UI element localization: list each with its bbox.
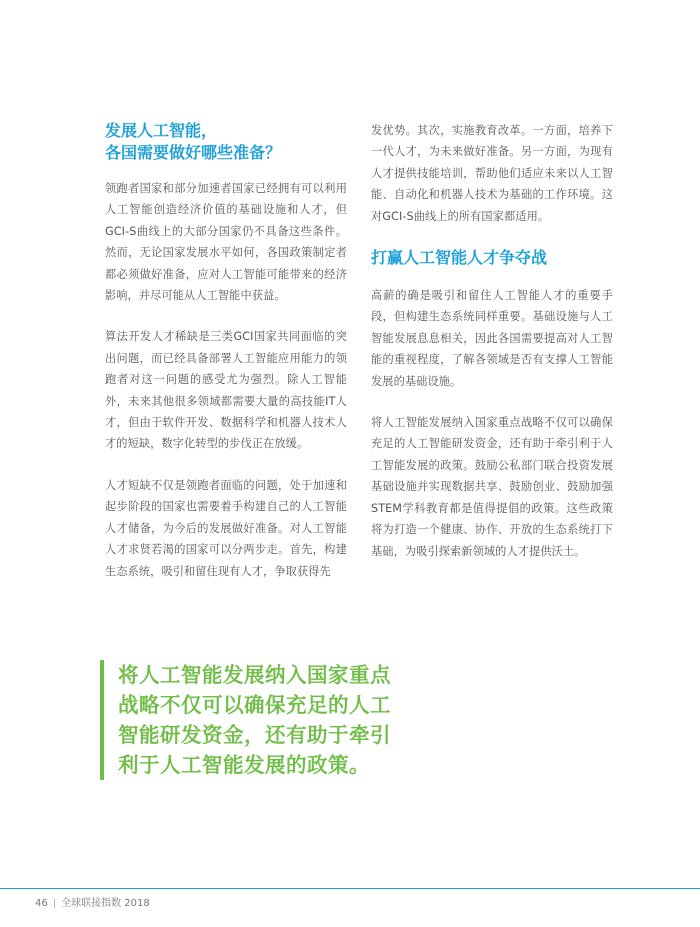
footer-divider [0,888,700,889]
pull-quote-line: 智能研发资金，还有助于牵引 [118,723,391,747]
page-number: 46 [35,898,48,909]
pull-quote-line: 将人工智能发展纳入国家重点 [118,663,391,687]
paragraph: 算法开发人才稀缺是三类GCI国家共同面临的突出问题，而已经具备部署人工智能应用能力的领跑者对这一问题的感受尤为强烈。除人工智能外，未来其他很多领域都需要大量的高技能IT人才，但由于软件开发、数据科学和机器人技术人才的短缺，数字化转型的步伐正在放缓。 [105,330,347,451]
paragraph: 人才短缺不仅是领跑者面临的问题，处于加速和起步阶段的国家也需要着手构建自己的人工智能人才储备，为今后的发展做好准备。对人工智能人才求贤若渴的国家可以分两步走。首先，构建生态系统，吸引和留住现有人才，争取获得先 [105,478,347,578]
paragraph: 领跑者国家和部分加速者国家已经拥有可以利用人工智能创造经济价值的基础设施和人才，但GCI-S曲线上的大部分国家仍不具备这些条件。然而，无论国家发展水平如何，各国政策制定者都必须做好准备，应对人工智能可能带来的经济影响，并尽可能从人工智能中获益。 [105,182,347,303]
right-column [371,120,613,582]
pull-quote-line: 利于人工智能发展的政策。 [118,753,370,777]
left-column [105,120,347,602]
section-heading-talent: 打赢人工智能人才争夺战 [371,248,548,268]
section-heading-prepare [105,120,347,164]
page-footer [35,894,150,909]
paragraph: 将人工智能发展纳入国家重点战略不仅可以确保充足的人工智能研发资金，还有助于牵引利于人工智能发展的政策。鼓励公私部门联合投资发展基础设施并实现数据共享、鼓励创业、鼓励加强STEM学科教育都是值得提倡的政策。这些政策将为打造一个健康、协作、开放的生态系统打下基础，为吸引探索新领域的人才提供沃土。 [371,416,613,558]
pull-quote-line: 战略不仅可以确保充足的人工 [118,693,391,717]
footer-separator: | [52,898,57,909]
pull-quote [100,660,448,780]
paragraph: 高薪的确是吸引和留住人工智能人才的重要手段，但构建生态系统同样重要。基础设施与人工智能发展息息相关，因此各国需要提高对人工智能的重视程度，了解各领域是否有支撑人工智能发展的基础设施。 [371,289,613,388]
publication-title: 全球联接指数 2018 [61,898,150,909]
paragraph-continued: 发优势。其次，实施教育改革。一方面，培养下一代人才，为未来做好准备。另一方面，为现有人才提供技能培训，帮助他们适应未来以人工智能、自动化和机器人技术为基础的工作环境。这对GCI-S曲线上的所有国家都适用。 [371,124,613,223]
heading-line-2: 各国需要做好哪些准备？ [105,143,282,162]
heading-line-1: 发展人工智能， [105,121,218,140]
